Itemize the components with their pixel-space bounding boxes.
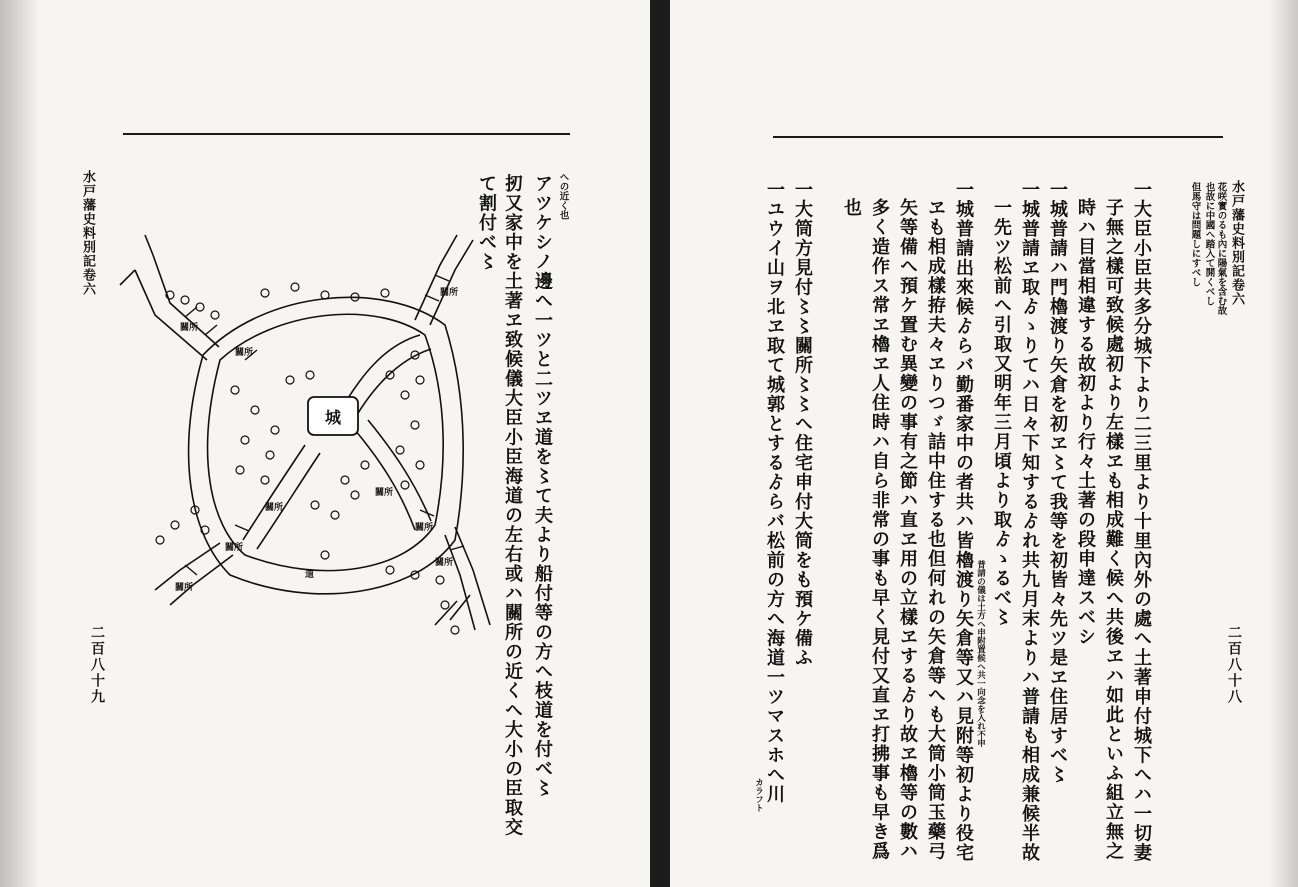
page-edge-shadow (1268, 0, 1298, 887)
text-column: 一城普請出來候ゟらバ勤番家中の者共ハ皆櫓渡り矢倉等又ハ見附等初より役宅 (953, 180, 974, 863)
header-rule (123, 133, 570, 135)
header-rule (773, 136, 1223, 138)
text-column: 時ハ目當相違する故初より行々土著の段申達スベシ (1075, 198, 1096, 647)
text-column: て割付べ〻 (476, 174, 497, 272)
gate-label: 關所 (415, 523, 434, 533)
page-number: 二百八十九 (89, 625, 105, 705)
headnote-line: 也故に中國へ踏入て開くべし (1203, 182, 1215, 306)
text-column: アツケシノ邊へ一ツと二ツヱ道を〻て夫より船付等の方へ枝道を付べ〻 (532, 174, 553, 798)
gate-label: 關所 (180, 323, 199, 333)
text-column: 一城普請ヱ取ゟゝりてハ日々下知するゟれ共九月末よりハ普請も相成兼候半故 (1019, 180, 1040, 863)
text-column: 多く造作ス常ヱ櫓ヱ人住時ハ自ら非常の事も早く見付又直ヱ打拂事も早き爲 (869, 198, 890, 861)
gate-label: 關所 (435, 558, 454, 568)
page-number: 二百八十八 (1226, 625, 1242, 705)
page-edge-shadow (0, 0, 40, 887)
gate-label: 關所 (440, 288, 459, 298)
text-column: 一先ツ松前へ引取又明年三月頃より取ゟゝるべ〻 (991, 198, 1012, 627)
castle-town-map (115, 225, 500, 645)
text-column: 一大筒方見付〻〻關所〻〻へ住宅申付大筒をも預ケ備ふ (792, 180, 813, 668)
text-column: 扨又家中を土著ヱ致候儀大臣小臣海道の左右或ハ關所の近くへ大小の臣取交 (502, 174, 523, 837)
running-header: 水戸藩史料別記卷六 (1229, 180, 1244, 306)
road-label: 道 (305, 570, 315, 580)
interlinear-note: 普請の儀は土方へ申附置候へ共一向念を入れ不申 (975, 560, 986, 747)
text-column: 子無之樣可致候處初より左樣ヱも相成難く候へ共後ヱハ如此といふ組立無之 (1103, 198, 1124, 861)
running-header: 水戸藩史料別記卷六 (80, 170, 95, 296)
residence-markers (156, 283, 459, 634)
text-column: 一ユウイ山ヲ北ヱ取て城郭とするゟらバ松前の方へ海道一ツマスホへ川 (764, 180, 785, 804)
text-column: ヱも相成樣拵夫々ヱりつゞ詰中住する也但何れの矢倉等へも大筒小筒玉藥弓 (925, 198, 946, 861)
gate-label: 關所 (175, 583, 194, 593)
text-column: 矢等備へ預ケ置む異變の事有之節ハ直ヱ用の立樣ヱするゟり故ヱ櫓等の數ハ (897, 198, 918, 861)
interlinear-note: カラフト (753, 778, 764, 812)
text-column: 一大臣小臣共多分城下より二三里より十里內外の處へ土著申付城下へハ一切妻 (1131, 180, 1152, 863)
interlinear-note: への近く也 (557, 172, 569, 220)
headnote-line: 但馬守は問題しにすべし (1189, 182, 1201, 287)
gate-label: 關所 (375, 488, 394, 498)
castle-label: 城 (324, 408, 342, 427)
headnote-line: 花咲實のるも內に陽氣を含む故 (1215, 182, 1227, 315)
gate-label: 關所 (265, 503, 284, 513)
binding-gutter (650, 0, 670, 887)
gate-label: 關所 (235, 348, 254, 358)
gate-labels (175, 286, 458, 593)
right-page (670, 0, 1298, 887)
text-column: 一城普請ハ門櫓渡り矢倉を初ヱ〻て我等を初皆々先ツ是ヱ住居すべ〻 (1047, 180, 1068, 785)
text-column: 也 (841, 198, 862, 218)
gate-label: 關所 (225, 543, 244, 553)
